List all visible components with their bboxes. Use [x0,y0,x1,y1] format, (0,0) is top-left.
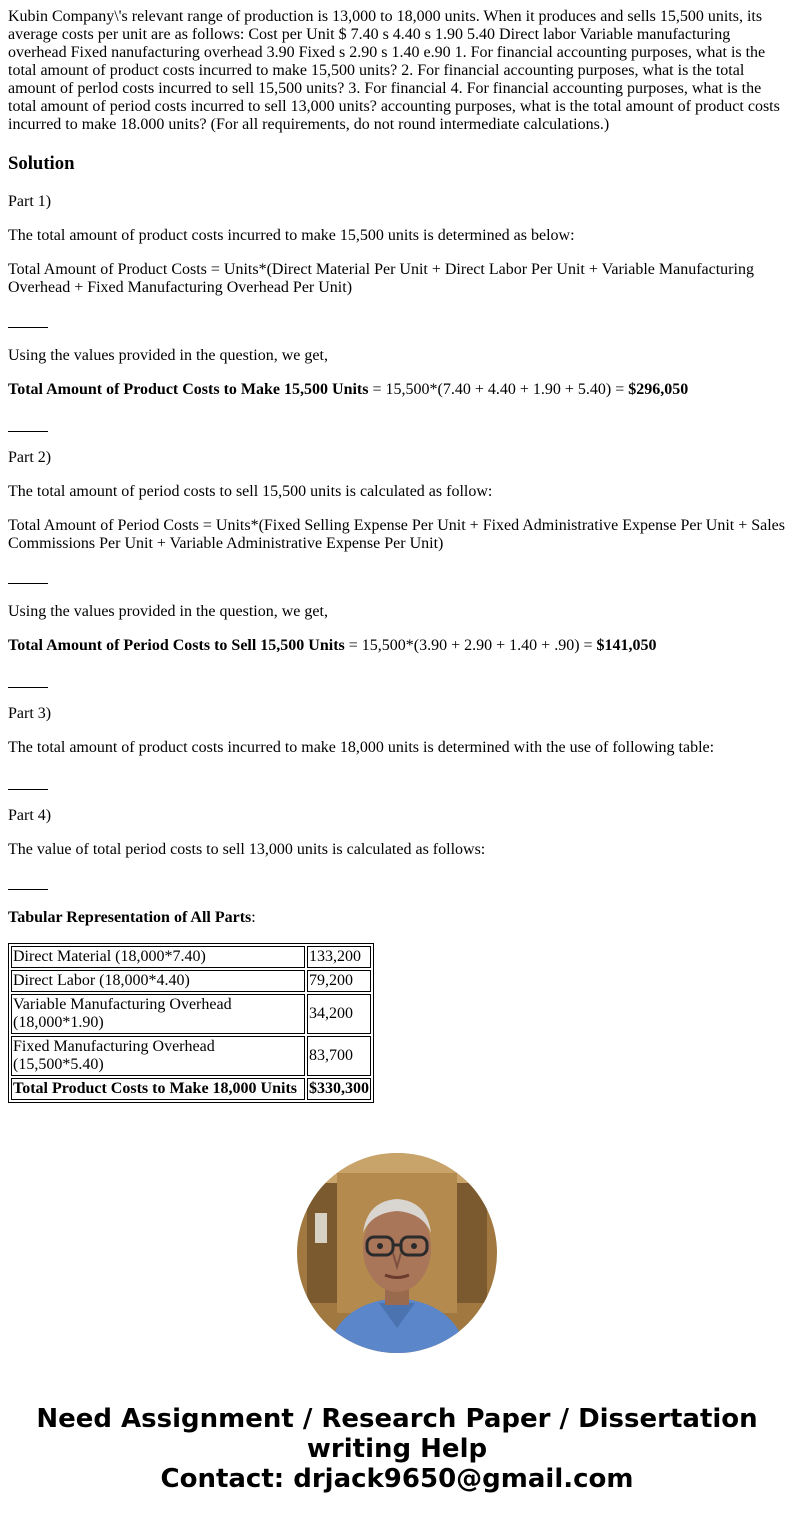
footer-line-1: Need Assignment / Research Paper / Dissertation [36,1404,758,1434]
footer-contact-line[interactable]: Contact: drjack9650@gmail.com [160,1464,634,1494]
total-value [307,1078,371,1100]
part1-formula: Total Amount of Product Costs = Units*(Direct Material Per Unit + Direct Labor Per Unit + Variable Manufacturing Overhead + Fixed Manufacturing Overhead Per Unit) [8,261,754,296]
part3-label: Part 3) [8,705,52,722]
part1-result-value: $296,050 [628,381,689,398]
row-value: 133,200 [307,946,371,968]
part2-intro: The total amount of period costs to sell 15,500 units is calculated as follow: [8,483,493,500]
divider [8,687,48,688]
tabular-title-text: Tabular Representation of All Parts [8,909,252,926]
total-label-text: Total Product Costs to Make 18,000 Units [13,1080,298,1097]
row-label: Direct Material (18,000*7.40) [11,946,305,968]
product-costs-table [8,943,374,1103]
table-total-row [11,1078,371,1100]
part2-result-expression: = 15,500*(3.90 + 2.90 + 1.40 + .90) = [344,637,597,654]
tabular-title [8,909,788,927]
table-row [11,946,371,968]
solution-heading: Solution [8,153,75,174]
part1-result-label: Total Amount of Product Costs to Make 15,500 Units [8,381,369,398]
row-label: Variable Manufacturing Overhead (18,000*1.90) [11,994,305,1034]
divider [8,431,48,432]
avatar [297,1153,497,1353]
table-row [11,994,371,1034]
part1-intro: The total amount of product costs incurred to make 15,500 units is determined as below: [8,227,575,244]
tabular-title-colon: : [251,909,256,926]
table-row [11,1036,371,1076]
part2-result-value: $141,050 [596,637,657,654]
question-text: Kubin Company\'s relevant range of production is 13,000 to 18,000 units. When it produces and sells 15,500 units, its average costs per unit are as follows: Cost per Unit $ 7.40 s 4.40 s 1.90 5.40 Direct labor Variable manufacturing overhead Fixed nanufacturing overhead 3.90 Fixed s 2.90 s 1.40 e.90 1. For financial accounting purposes, what is the total amount of product costs incurred to make 15,500 units? 2. For financial accounting purposes, what is the total amount of perlod costs incurred to sell 15,500 units? 3. For financial 4. For financial accounting purposes, what is the total amount of period costs incurred to sell 13,000 units? accounting purposes, what is the total amount of product costs incurred to make 18.000 units? (For all requirements, do not round intermediate calculations.) [8,8,780,133]
part1-result [8,381,788,399]
footer-line-2: writing Help [306,1434,488,1464]
row-label: Direct Labor (18,000*4.40) [11,970,305,992]
total-value-text: $330,300 [309,1080,369,1097]
part2-formula: Total Amount of Period Costs = Units*(Fixed Selling Expense Per Unit + Fixed Administrative Expense Per Unit + Sales Commissions Per Unit + Variable Administrative Expense Per Unit) [8,517,786,552]
part1-result-expression: = 15,500*(7.40 + 4.40 + 1.90 + 5.40) = [368,381,629,398]
part3-intro: The total amount of product costs incurred to make 18,000 units is determined with the use of following table: [8,739,715,756]
part2-label: Part 2) [8,449,52,466]
divider [8,889,48,890]
part2-result-label: Total Amount of Period Costs to Sell 15,500 Units [8,637,345,654]
part2-using: Using the values provided in the question, we get, [8,603,328,620]
part1-using: Using the values provided in the question, we get, [8,347,328,364]
row-label: Fixed Manufacturing Overhead (15,500*5.40) [11,1036,305,1076]
contact-footer [0,1404,794,1494]
total-label [11,1078,305,1100]
row-value: 83,700 [307,1036,371,1076]
divider [8,583,48,584]
table-row [11,970,371,992]
part2-result [8,637,788,655]
divider [8,789,48,790]
row-value: 34,200 [307,994,371,1034]
avatar-portrait [297,1153,497,1353]
part1-label: Part 1) [8,193,52,210]
part4-intro: The value of total period costs to sell 13,000 units is calculated as follows: [8,841,486,858]
row-value: 79,200 [307,970,371,992]
divider [8,327,48,328]
part4-label: Part 4) [8,807,52,824]
